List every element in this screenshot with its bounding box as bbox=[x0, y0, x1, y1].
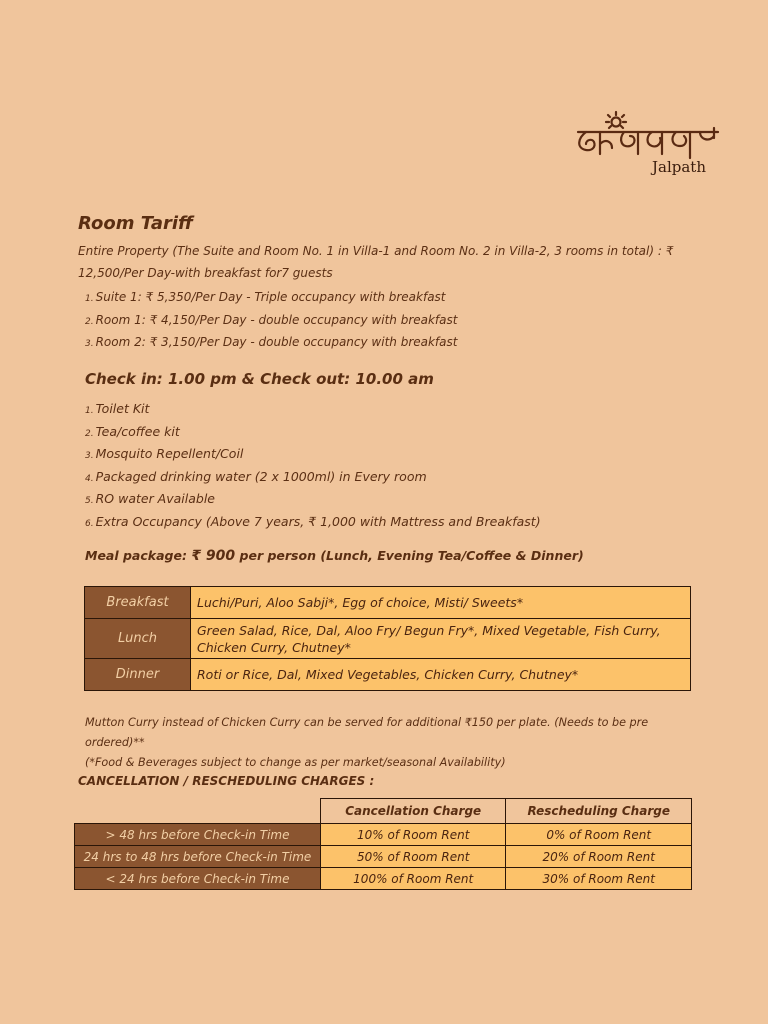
list-item: 3. Mosquito Repellent/Coil bbox=[85, 446, 244, 462]
meal-items: Luchi/Puri, Aloo Sabji*, Egg of choice, Misti/ Sweets* bbox=[191, 587, 691, 619]
cancellation-table bbox=[74, 798, 692, 890]
page-title: Room Tariff bbox=[78, 213, 194, 234]
note-line: Mutton Curry instead of Chicken Curry can be served for additional ₹150 per plate. (Needs to be pre ordered)** bbox=[85, 716, 649, 749]
list-item: 1. Toilet Kit bbox=[85, 401, 150, 416]
table-row bbox=[75, 846, 692, 868]
amenities-list bbox=[85, 398, 541, 534]
resched-charge: 0% of Room Rent bbox=[506, 824, 692, 846]
meal-package: Meal package: ₹ 900 per person (Lunch, Evening Tea/Coffee & Dinner) bbox=[85, 548, 584, 564]
entire-property-tariff: Entire Property (The Suite and Room No. 1 in Villa-1 and Room No. 2 in Villa-2, 3 rooms in total) : ₹ 12,500/Per Day-with breakfast for7 guests bbox=[78, 244, 674, 280]
column-header: Cancellation Charge bbox=[320, 799, 505, 824]
meal-label: Lunch bbox=[85, 619, 191, 659]
row-label: < 24 hrs before Check-in Time bbox=[75, 868, 321, 890]
list-item: 4. Packaged drinking water (2 x 1000ml) in Every room bbox=[85, 468, 427, 484]
cancel-charge: 10% of Room Rent bbox=[320, 824, 505, 846]
meal-items: Roti or Rice, Dal, Mixed Vegetables, Chicken Curry, Chutney* bbox=[191, 659, 691, 691]
room-tariff-list bbox=[85, 286, 457, 354]
table-row bbox=[85, 659, 691, 691]
note-line: (*Food & Beverages subject to change as per market/seasonal Availability) bbox=[85, 756, 506, 769]
list-item: 6. Extra Occupancy (Above 7 years, ₹ 1,000 with Mattress and Breakfast) bbox=[85, 513, 541, 529]
meal-label: Breakfast bbox=[85, 587, 191, 619]
table-row bbox=[75, 868, 692, 890]
cancellation-heading: CANCELLATION / RESCHEDULING CHARGES : bbox=[78, 774, 375, 788]
meal-price: ₹ 900 bbox=[191, 548, 236, 564]
table-header-row bbox=[75, 799, 692, 824]
checkin-heading: Check in: 1.00 pm & Check out: 10.00 am bbox=[85, 370, 434, 388]
row-label: 24 hrs to 48 hrs before Check-in Time bbox=[75, 846, 321, 868]
meal-table bbox=[84, 586, 691, 691]
list-item: 5. RO water Available bbox=[85, 491, 215, 507]
cancel-charge: 100% of Room Rent bbox=[320, 868, 505, 890]
list-item: 1. Suite 1: ₹ 5,350/Per Day - Triple occupancy with breakfast bbox=[85, 290, 446, 304]
list-item: 2. Tea/coffee kit bbox=[85, 423, 180, 439]
resched-charge: 30% of Room Rent bbox=[506, 868, 692, 890]
list-item: 2. Room 1: ₹ 4,150/Per Day - double occupancy with breakfast bbox=[85, 312, 458, 327]
list-item: 3. Room 2: ₹ 3,150/Per Day - double occupancy with breakfast bbox=[85, 335, 458, 349]
column-header: Rescheduling Charge bbox=[506, 799, 692, 824]
meal-label: Dinner bbox=[85, 659, 191, 691]
table-row bbox=[85, 587, 691, 619]
table-row bbox=[75, 824, 692, 846]
table-row bbox=[85, 619, 691, 659]
meal-items: Green Salad, Rice, Dal, Aloo Fry/ Begun Fry*, Mixed Vegetable, Fish Curry, Chicken Curry, Chutney* bbox=[191, 619, 691, 659]
resched-charge: 20% of Room Rent bbox=[506, 846, 692, 868]
logo-text: Jalpath bbox=[652, 158, 706, 176]
meal-notes bbox=[85, 713, 705, 773]
row-label: > 48 hrs before Check-in Time bbox=[75, 824, 321, 846]
cancel-charge: 50% of Room Rent bbox=[320, 846, 505, 868]
